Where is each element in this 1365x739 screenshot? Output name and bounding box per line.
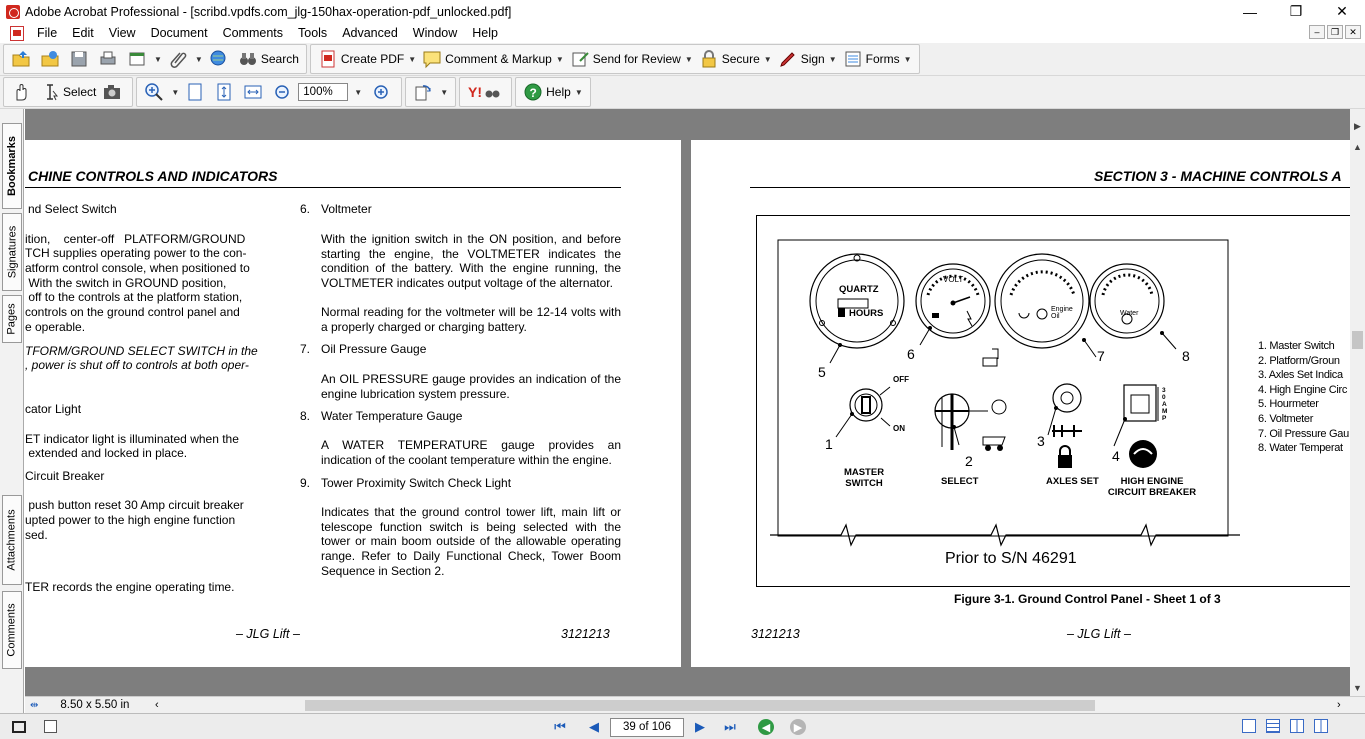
left-col-text-2: TCH supplies operating power to the con- [25, 246, 247, 260]
item7-paragraph: An OIL PRESSURE gauge provides an indication of the engine lubrication system pressure. [321, 372, 621, 401]
first-page-button[interactable]: ⏮ [554, 719, 566, 734]
left-col-text-11: ET indicator light is illuminated when the [25, 432, 239, 446]
horizontal-scroll-thumb[interactable] [305, 700, 1095, 711]
save-icon [69, 49, 89, 69]
item8-title: Water Temperature Gauge [321, 409, 463, 423]
left-footer-right: 3121213 [561, 627, 610, 641]
help-button[interactable]: ? Help ▼ [520, 80, 586, 104]
comment-markup-button[interactable]: Comment & Markup ▼ [419, 47, 567, 71]
zoom-dropdown-arrow[interactable]: ▼ [354, 87, 363, 97]
zoom-tool-button[interactable]: ▼ [141, 80, 182, 104]
yahoo-search-group [459, 77, 512, 107]
document-status-icon[interactable] [44, 720, 57, 733]
page-number-field[interactable]: 39 of 106 [610, 718, 684, 737]
send-review-icon [570, 49, 590, 69]
select-label-figure: SELECT [941, 476, 979, 487]
high-engine-breaker-symbol [1114, 385, 1158, 468]
left-col-text-12: extended and locked in place. [25, 446, 188, 460]
folder-open-icon [11, 49, 31, 69]
create-pdf-button[interactable]: Create PDF ▼ [315, 47, 419, 71]
callout-5: 5 [818, 364, 826, 380]
left-col-text-9: , power is shut off to controls at both oper- [25, 358, 249, 372]
hours-label: HOURS [849, 308, 884, 319]
scroll-right-arrow[interactable]: › [1337, 699, 1341, 711]
tab-bookmarks-label: Bookmarks [6, 136, 19, 196]
on-label: ON [893, 424, 905, 433]
restore-button[interactable]: ❐ [1289, 3, 1303, 19]
fit-page-icon [214, 82, 234, 102]
svg-text:Y!: Y! [468, 84, 483, 100]
menu-advanced[interactable]: Advanced [342, 26, 398, 40]
actual-size-button[interactable] [182, 80, 211, 104]
create-pdf-label: Create PDF [340, 52, 405, 66]
volt-label: VOLT [943, 275, 964, 284]
left-col-text-17: TER records the engine operating time. [25, 580, 235, 594]
select-switch-symbol [935, 349, 1006, 451]
zoom-out-icon [272, 82, 292, 102]
callout-4: 4 [1112, 448, 1120, 464]
callout-2: 2 [965, 453, 973, 469]
split-handle-icon[interactable]: ⇹ [30, 699, 39, 711]
menu-bar [0, 23, 1365, 43]
svg-text:?: ? [529, 86, 537, 100]
horizontal-scrollbar[interactable] [195, 698, 1345, 712]
view-toolbar [0, 76, 1365, 109]
yahoo-search-icon [467, 82, 501, 102]
left-col-text-15: upted power to the high engine function [25, 513, 236, 527]
search-button[interactable] [235, 47, 302, 71]
header-rule [25, 187, 621, 188]
attach-button[interactable]: ▼ [165, 47, 206, 71]
secure-label: Secure [721, 52, 760, 66]
continuous-layout-button[interactable] [1266, 719, 1280, 733]
panel-toggle-icon[interactable] [12, 721, 26, 733]
menu-document[interactable]: Document [150, 26, 208, 40]
vertical-scroll-thumb[interactable] [1352, 331, 1363, 349]
figure-legend [1258, 339, 1349, 456]
sign-label: Sign [800, 52, 825, 66]
binoculars-icon [238, 49, 258, 69]
send-review-button[interactable]: Send for Review ▼ [567, 47, 696, 71]
menu-help[interactable]: Help [472, 26, 498, 40]
acrobat-app-icon [6, 5, 20, 19]
minimize-button[interactable]: — [1243, 3, 1257, 20]
legend-item: 2. Platform/Groun [1258, 354, 1340, 367]
left-col-text-3: atform control console, when positioned to [25, 261, 250, 275]
item6-number: 6. [300, 202, 311, 216]
fit-page-button[interactable] [211, 80, 240, 104]
right-page-header: SECTION 3 - MACHINE CONTROLS A [1094, 168, 1342, 184]
scroll-right-page-arrow[interactable]: ▶ [1354, 121, 1361, 131]
scroll-left-arrow[interactable]: ‹ [155, 699, 159, 711]
hand-tool-button[interactable] [8, 80, 37, 104]
tab-pages-label: Pages [6, 303, 19, 335]
document-view [25, 109, 1350, 696]
tab-comments[interactable] [2, 591, 22, 669]
file-tools-group [3, 44, 307, 74]
select-tool-button[interactable] [37, 80, 99, 104]
comment-bubble-icon [422, 49, 442, 69]
left-col-text-5: off to the controls at the platform station, [25, 290, 243, 304]
legend-item: 4. High Engine Circ [1258, 383, 1348, 396]
page-layout-buttons [1242, 719, 1328, 733]
master-switch-label: MASTER SWITCH [843, 467, 885, 489]
tab-attachments[interactable] [2, 495, 22, 585]
legend-item: 7. Oil Pressure Gau [1258, 427, 1349, 440]
callout-7: 7 [1097, 348, 1105, 364]
help-icon [523, 82, 543, 102]
comment-markup-label: Comment & Markup [445, 52, 552, 66]
window-title: Adobe Acrobat Professional - [scribd.vpdfs.com_jlg-150hax-operation-pdf_unlocked.pdf] [25, 4, 512, 19]
tab-comments-label: Comments [6, 603, 18, 657]
legend-item: 8. Water Temperat [1258, 442, 1343, 455]
left-col-text-14: push button reset 30 Amp circuit breaker [25, 498, 244, 512]
serial-number-note: Prior to S/N 46291 [945, 550, 1077, 567]
snapshot-button[interactable] [99, 80, 128, 104]
send-review-label: Send for Review [592, 52, 681, 66]
navigation-bar [0, 713, 1365, 739]
document-icon[interactable] [10, 26, 24, 41]
left-col-text-13: Circuit Breaker [25, 469, 105, 483]
menu-file[interactable]: File [37, 26, 58, 40]
axles-set-indicator-symbol [1048, 384, 1082, 468]
zoom-tools-group [136, 77, 402, 107]
navigation-panel-tabs [0, 109, 24, 717]
open-button[interactable] [8, 47, 37, 71]
page-status-bar [25, 696, 1365, 713]
pen-icon [778, 49, 798, 69]
rotate-view-button[interactable]: ▼ [410, 80, 451, 104]
print-button[interactable] [95, 47, 124, 71]
page-size-label: 8.50 x 5.50 in [60, 699, 130, 711]
tasks-button[interactable]: ▼ [124, 47, 165, 71]
document-window-controls [1309, 25, 1361, 39]
right-footer-left: 3121213 [751, 627, 800, 641]
zoom-out-button[interactable] [269, 80, 298, 104]
left-col-text-10: cator Light [25, 402, 82, 416]
printer-icon [98, 49, 118, 69]
single-page-layout-button[interactable] [1242, 719, 1256, 733]
quartz-label: QUARTZ [839, 284, 879, 295]
figure-caption: Figure 3-1. Ground Control Panel - Sheet 1 of 3 [954, 592, 1221, 606]
left-page-header: CHINE CONTROLS AND INDICATORS [28, 168, 278, 184]
web-button[interactable] [206, 47, 235, 71]
tab-bookmarks[interactable] [2, 123, 22, 209]
scroll-up-arrow[interactable]: ▲ [1353, 141, 1362, 152]
thirty-amp-label: 30 AMP [1162, 387, 1168, 422]
left-col-text-16: sed. [25, 528, 48, 542]
tab-signatures[interactable] [2, 213, 22, 291]
hand-icon [11, 82, 31, 102]
legend-item: 6. Voltmeter [1258, 412, 1314, 425]
oil-pressure-gauge [995, 254, 1089, 348]
tab-pages[interactable] [2, 295, 22, 343]
legend-item: 5. Hourmeter [1258, 398, 1319, 411]
save-button[interactable] [66, 47, 95, 71]
engine-oil-label: Engine Oil [1051, 306, 1073, 320]
go-back-button[interactable]: ◀ [758, 719, 774, 735]
item9-title: Tower Proximity Switch Check Light [321, 476, 512, 490]
rotate-icon [413, 82, 433, 102]
callout-1: 1 [825, 436, 833, 452]
left-col-text-8: TFORM/GROUND SELECT SWITCH in the [25, 344, 258, 358]
left-footer-center: – JLG Lift – [236, 627, 300, 641]
search-label: Search [260, 52, 299, 66]
continuous-facing-layout-button[interactable] [1314, 719, 1328, 733]
yahoo-search-button[interactable] [464, 80, 507, 104]
off-label: OFF [893, 375, 909, 384]
right-footer-center: – JLG Lift – [1067, 627, 1131, 641]
padlock-icon [699, 49, 719, 69]
camera-icon [102, 82, 122, 102]
last-page-button[interactable]: ⏭ [724, 719, 736, 734]
forms-label: Forms [865, 52, 900, 66]
help-label: Help [546, 85, 571, 99]
legend-item: 1. Master Switch [1258, 340, 1335, 352]
item6-paragraph-1: With the ignition switch in the ON position, and before starting the engine, the VOLTMETER indicates the condition of the battery. With the engine running, the VOLTMETER indicates output voltage of the alternator. [321, 232, 621, 291]
left-col-text-7: e operable. [25, 320, 86, 334]
secure-button[interactable]: Secure ▼ [696, 47, 775, 71]
left-col-text-6: controls on the ground control panel and [25, 305, 240, 319]
legend-item: 3. Axles Set Indica [1258, 369, 1343, 382]
water-label: Water [1120, 310, 1139, 317]
callout-3: 3 [1037, 433, 1045, 449]
menu-tools[interactable]: Tools [298, 26, 328, 40]
zoom-in-icon [144, 82, 164, 102]
item7-title: Oil Pressure Gauge [321, 342, 427, 356]
menu-view[interactable]: View [108, 26, 136, 40]
item6-title: Voltmeter [321, 202, 372, 216]
left-col-text-0: nd Select Switch [28, 202, 117, 216]
organizer-icon [40, 49, 60, 69]
fit-width-button[interactable] [240, 80, 269, 104]
high-engine-breaker-label: HIGH ENGINE CIRCUIT BREAKER [1107, 476, 1197, 498]
select-tools-group [3, 77, 133, 107]
callout-8: 8 [1182, 348, 1190, 364]
doc-minimize-button[interactable]: – [1309, 25, 1325, 39]
left-page [25, 140, 681, 667]
hourmeter-gauge [810, 254, 904, 348]
right-page [691, 140, 1350, 667]
next-page-button[interactable]: ▶ [695, 719, 705, 734]
zoom-value-field[interactable]: 100% [298, 83, 348, 101]
file-toolbar [0, 43, 1365, 76]
help-group [515, 77, 591, 107]
scroll-down-arrow[interactable]: ▼ [1353, 682, 1362, 693]
master-switch-symbol [836, 387, 890, 437]
item7-number: 7. [300, 342, 311, 356]
sign-button[interactable]: Sign ▼ [775, 47, 840, 71]
forms-button[interactable]: Forms ▼ [840, 47, 915, 71]
left-col-text-1: ition, center-off PLATFORM/GROUND [25, 232, 246, 246]
axles-set-label: AXLES SET [1046, 476, 1099, 487]
previous-page-button[interactable]: ◀ [589, 719, 599, 734]
organizer-button[interactable] [37, 47, 66, 71]
water-temperature-gauge [1090, 264, 1164, 338]
callout-6: 6 [907, 346, 915, 362]
go-forward-button[interactable]: ▶ [790, 719, 806, 735]
left-col-text-4: With the switch in GROUND position, [25, 276, 227, 290]
page-navigation-controls [550, 717, 806, 737]
doc-restore-button[interactable]: ❐ [1327, 25, 1343, 39]
title-bar [0, 0, 1365, 23]
text-cursor-icon [40, 82, 60, 102]
fit-width-icon [243, 82, 263, 102]
item8-number: 8. [300, 409, 311, 423]
globe-search-icon [209, 49, 229, 69]
header-rule [750, 187, 1350, 188]
forms-icon [843, 49, 863, 69]
task-buttons-group [310, 44, 920, 74]
item8-paragraph: A WATER TEMPERATURE gauge provides an indication of the coolant temperature within the engine. [321, 438, 621, 467]
menu-edit[interactable]: Edit [72, 26, 94, 40]
paperclip-icon [168, 49, 188, 69]
item6-paragraph-2: Normal reading for the voltmeter will be 12-14 volts with a properly charged or charging battery. [321, 305, 621, 334]
doc-close-button[interactable]: ✕ [1345, 25, 1361, 39]
select-label: Select [63, 85, 97, 99]
create-pdf-icon [318, 49, 338, 69]
tasks-icon [127, 49, 147, 69]
zoom-in-button[interactable] [368, 80, 397, 104]
facing-layout-button[interactable] [1290, 719, 1304, 733]
zoom-in-circle-icon [371, 82, 391, 102]
tab-attachments-label: Attachments [6, 509, 19, 571]
item9-paragraph: Indicates that the ground control tower lift, main lift or telescope function switch is being selected with the tower or main boom outside of the allowable operating range. Refer to Daily Functional Check, Tower Boom Sequence in Section 2. [321, 505, 621, 578]
menu-window[interactable]: Window [412, 26, 458, 40]
actual-size-icon [185, 82, 205, 102]
rotate-group [405, 77, 456, 107]
item9-number: 9. [300, 476, 311, 490]
tab-signatures-label: Signatures [6, 225, 18, 279]
vertical-scrollbar[interactable] [1350, 109, 1365, 696]
menu-comments[interactable]: Comments [222, 26, 283, 40]
close-button[interactable]: ✕ [1336, 3, 1348, 19]
